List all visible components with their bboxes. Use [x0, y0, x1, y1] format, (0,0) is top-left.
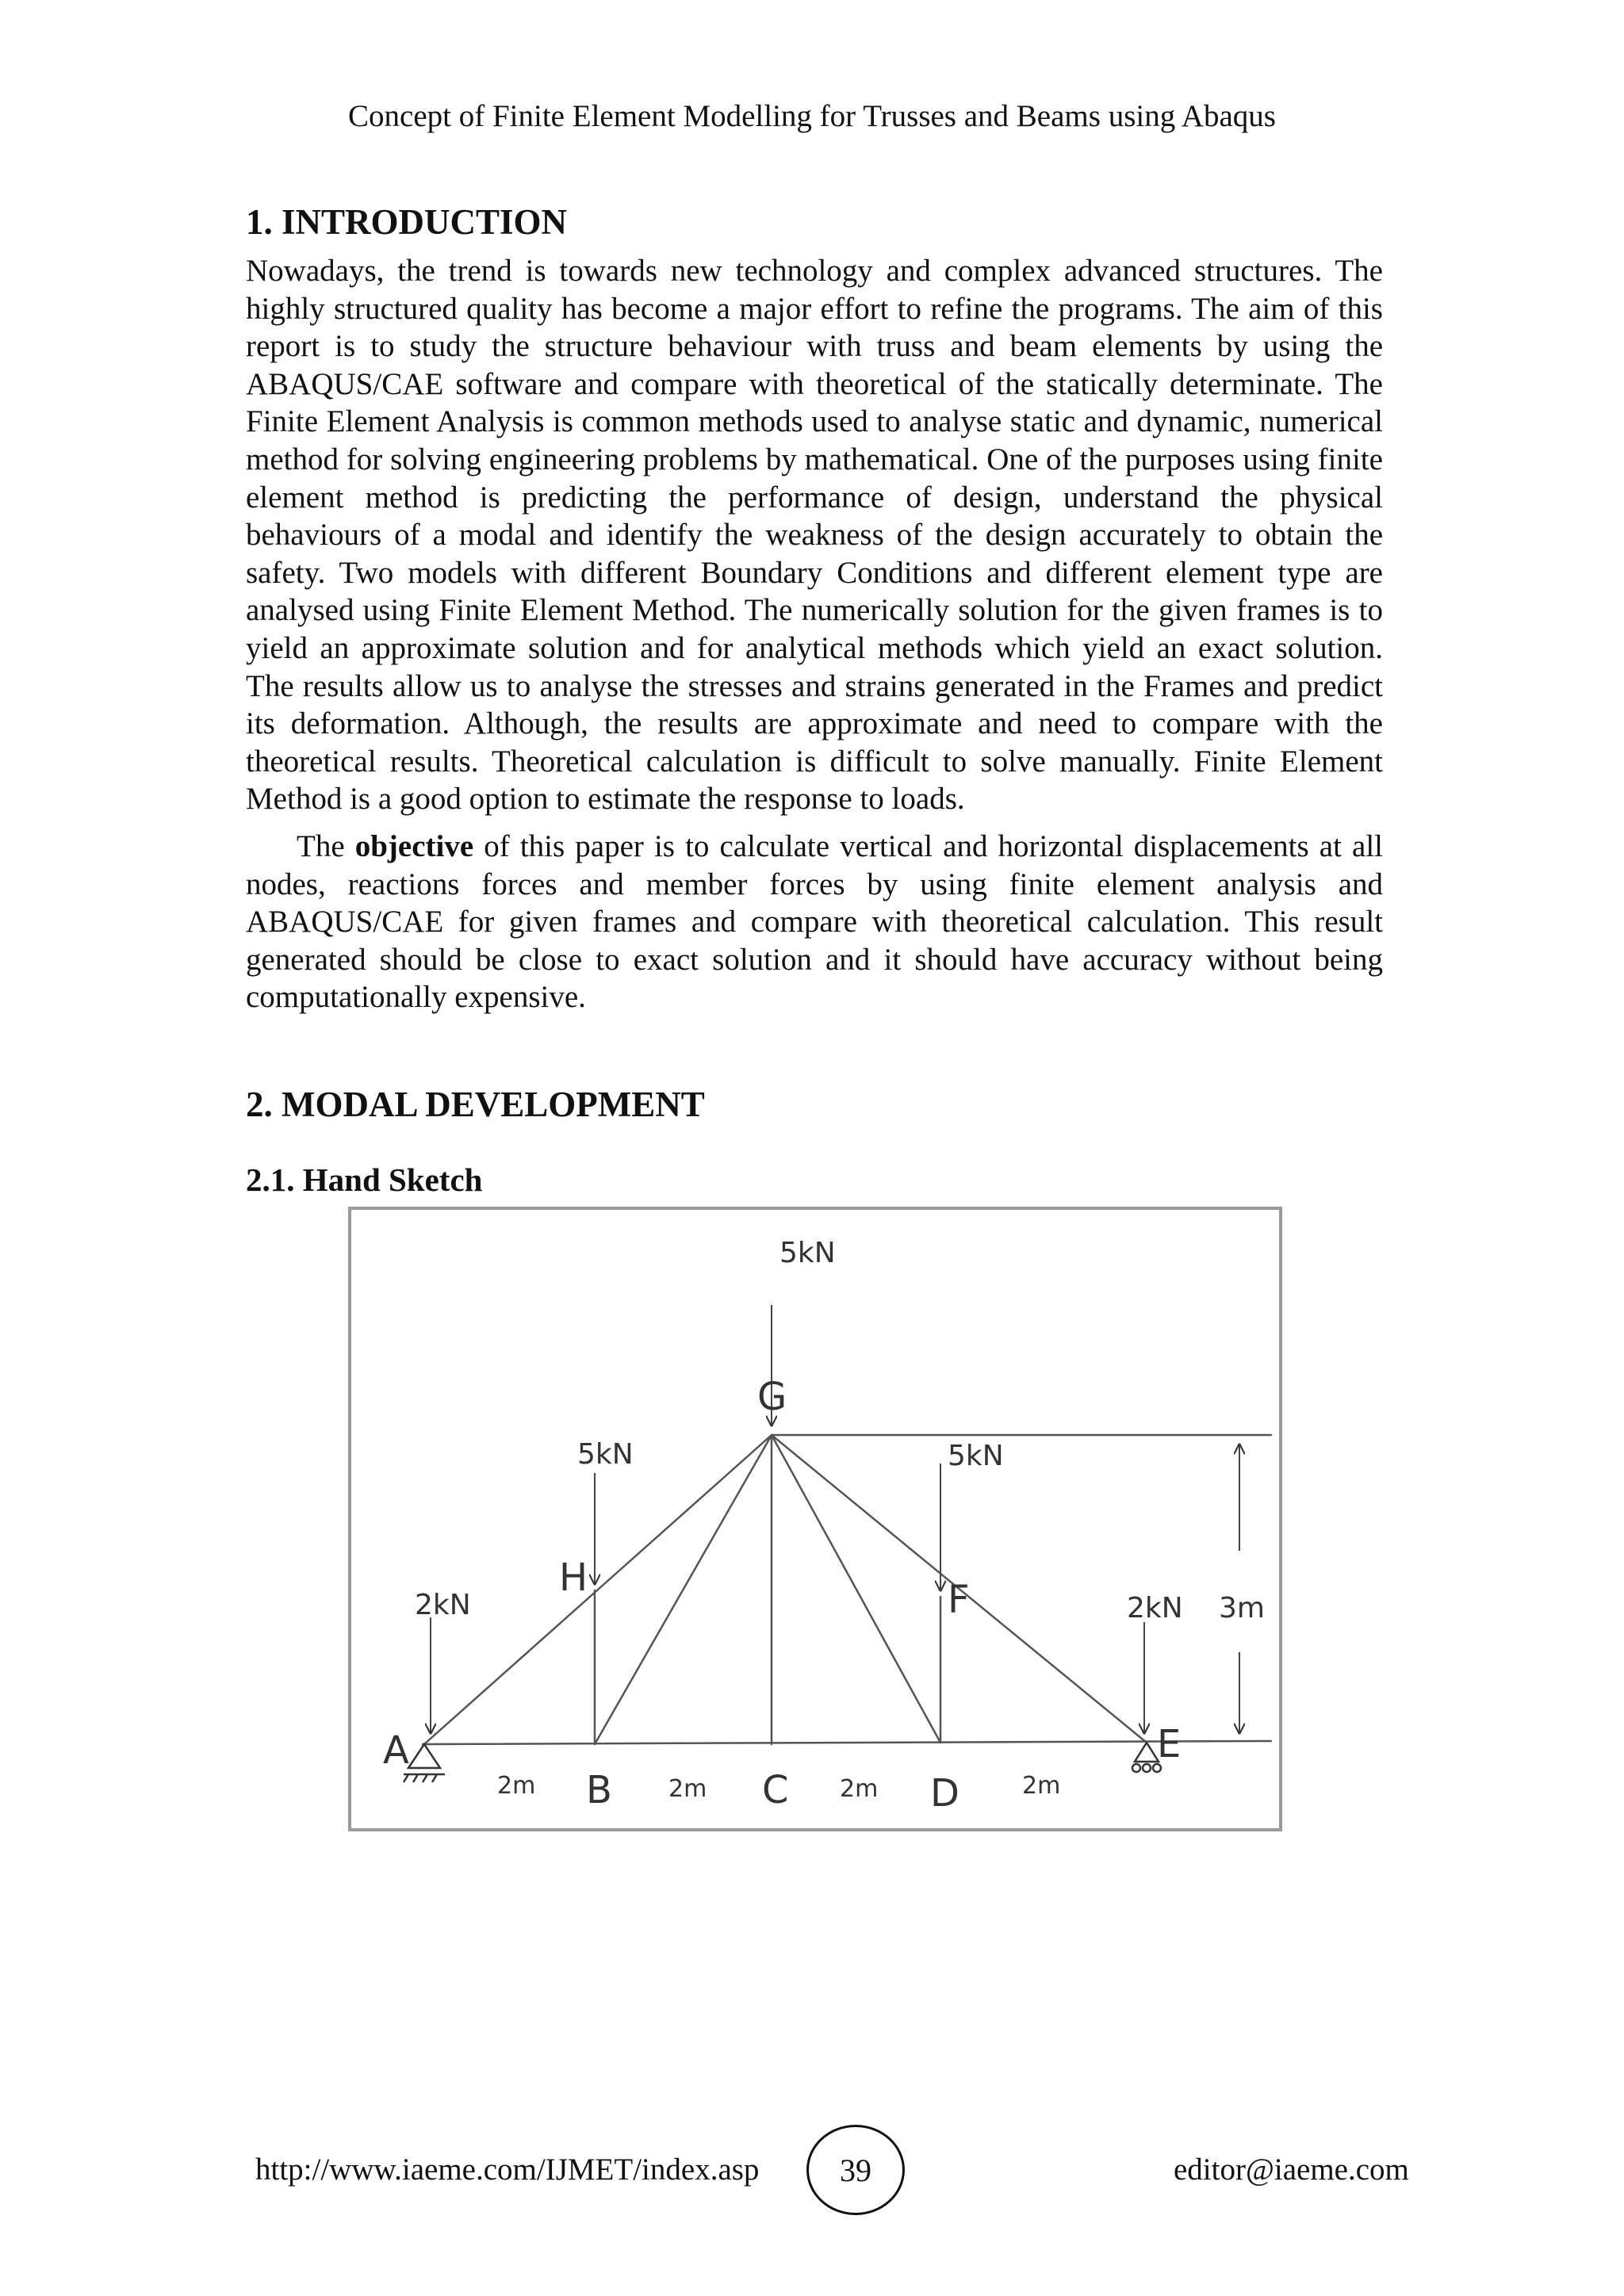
section-heading-introduction: 1. INTRODUCTION	[246, 202, 568, 242]
node-label-C: C	[762, 1768, 789, 1812]
member-BG	[595, 1435, 772, 1744]
node-label-H: H	[559, 1556, 588, 1600]
member-AG	[424, 1435, 772, 1744]
truss-sketch	[351, 1210, 1279, 1828]
load-label-H: 5kN	[577, 1438, 634, 1471]
node-label-G: G	[757, 1375, 787, 1419]
span-label-BC: 2m	[668, 1775, 707, 1803]
node-label-A: A	[383, 1728, 409, 1773]
node-label-D: D	[930, 1771, 959, 1816]
objective-text: of this paper is to calculate vertical and horizontal displacements at all nodes, reactions forces and member forces by using finite element analysis and ABAQUS/CAE for given frames and compare with theoretical calculation. This result generated should be close to exact solution and it should have accuracy without being computationally expensive.	[246, 828, 1383, 1015]
node-label-E: E	[1157, 1722, 1182, 1766]
subsection-heading-hand-sketch: 2.1. Hand Sketch	[246, 1161, 483, 1198]
span-label-CD: 2m	[840, 1775, 879, 1803]
node-label-B: B	[586, 1768, 612, 1812]
objective-paragraph	[246, 828, 1383, 1016]
footer-email: editor@iaeme.com	[1174, 2152, 1409, 2187]
running-head: Concept of Finite Element Modelling for Trusses and Beams using Abaqus	[348, 99, 1276, 133]
introduction-paragraph: Nowadays, the trend is towards new technology and complex advanced structures. The highly structured quality has become a major effort to refine the programs. The aim of this report is to study the structure behaviour with truss and beam elements by using the ABAQUS/CAE software and compare with theoretical of the statically determinate. The Finite Element Analysis is common methods used to analyse static and dynamic, numerical method for solving engineering problems by mathematical. One of the purposes using finite element method is predicting the performance of design, understand the physical behaviours of a modal and identify the weakness of the design accurately to obtain the safety. Two models with different Boundary Conditions and different element type are analysed using Finite Element Method. The numerically solution for the given frames is to yield an approximate solution and for analytical methods which yield an exact solution. The results allow us to analyse the stresses and strains generated in the Frames and predict its deformation. Although, the results are approximate and need to compare with the theoretical results. Theoretical calculation is difficult to solve manually. Finite Element Method is a good option to estimate the response to loads.	[246, 254, 1383, 817]
load-label-A: 2kN	[415, 1589, 471, 1621]
pin-support-A	[408, 1744, 440, 1768]
height-label: 3m	[1219, 1592, 1265, 1624]
objective-lead: The	[297, 828, 355, 863]
introduction-body	[246, 252, 1383, 1016]
page-number: 39	[806, 2125, 905, 2215]
objective-bold: objective	[354, 828, 474, 863]
span-label-DE: 2m	[1022, 1772, 1061, 1800]
roller-support-E	[1135, 1743, 1159, 1762]
node-label-F: F	[948, 1578, 970, 1622]
section-heading-modal-development: 2. MODAL DEVELOPMENT	[246, 1085, 705, 1124]
span-label-AB: 2m	[497, 1772, 536, 1800]
load-label-G: 5kN	[779, 1237, 836, 1269]
load-label-E: 2kN	[1127, 1592, 1183, 1624]
footer-url: http://www.iaeme.com/IJMET/index.asp	[255, 2152, 760, 2187]
member-DG	[772, 1435, 940, 1743]
load-label-F: 5kN	[948, 1440, 1004, 1472]
hand-sketch-figure	[348, 1207, 1282, 1831]
